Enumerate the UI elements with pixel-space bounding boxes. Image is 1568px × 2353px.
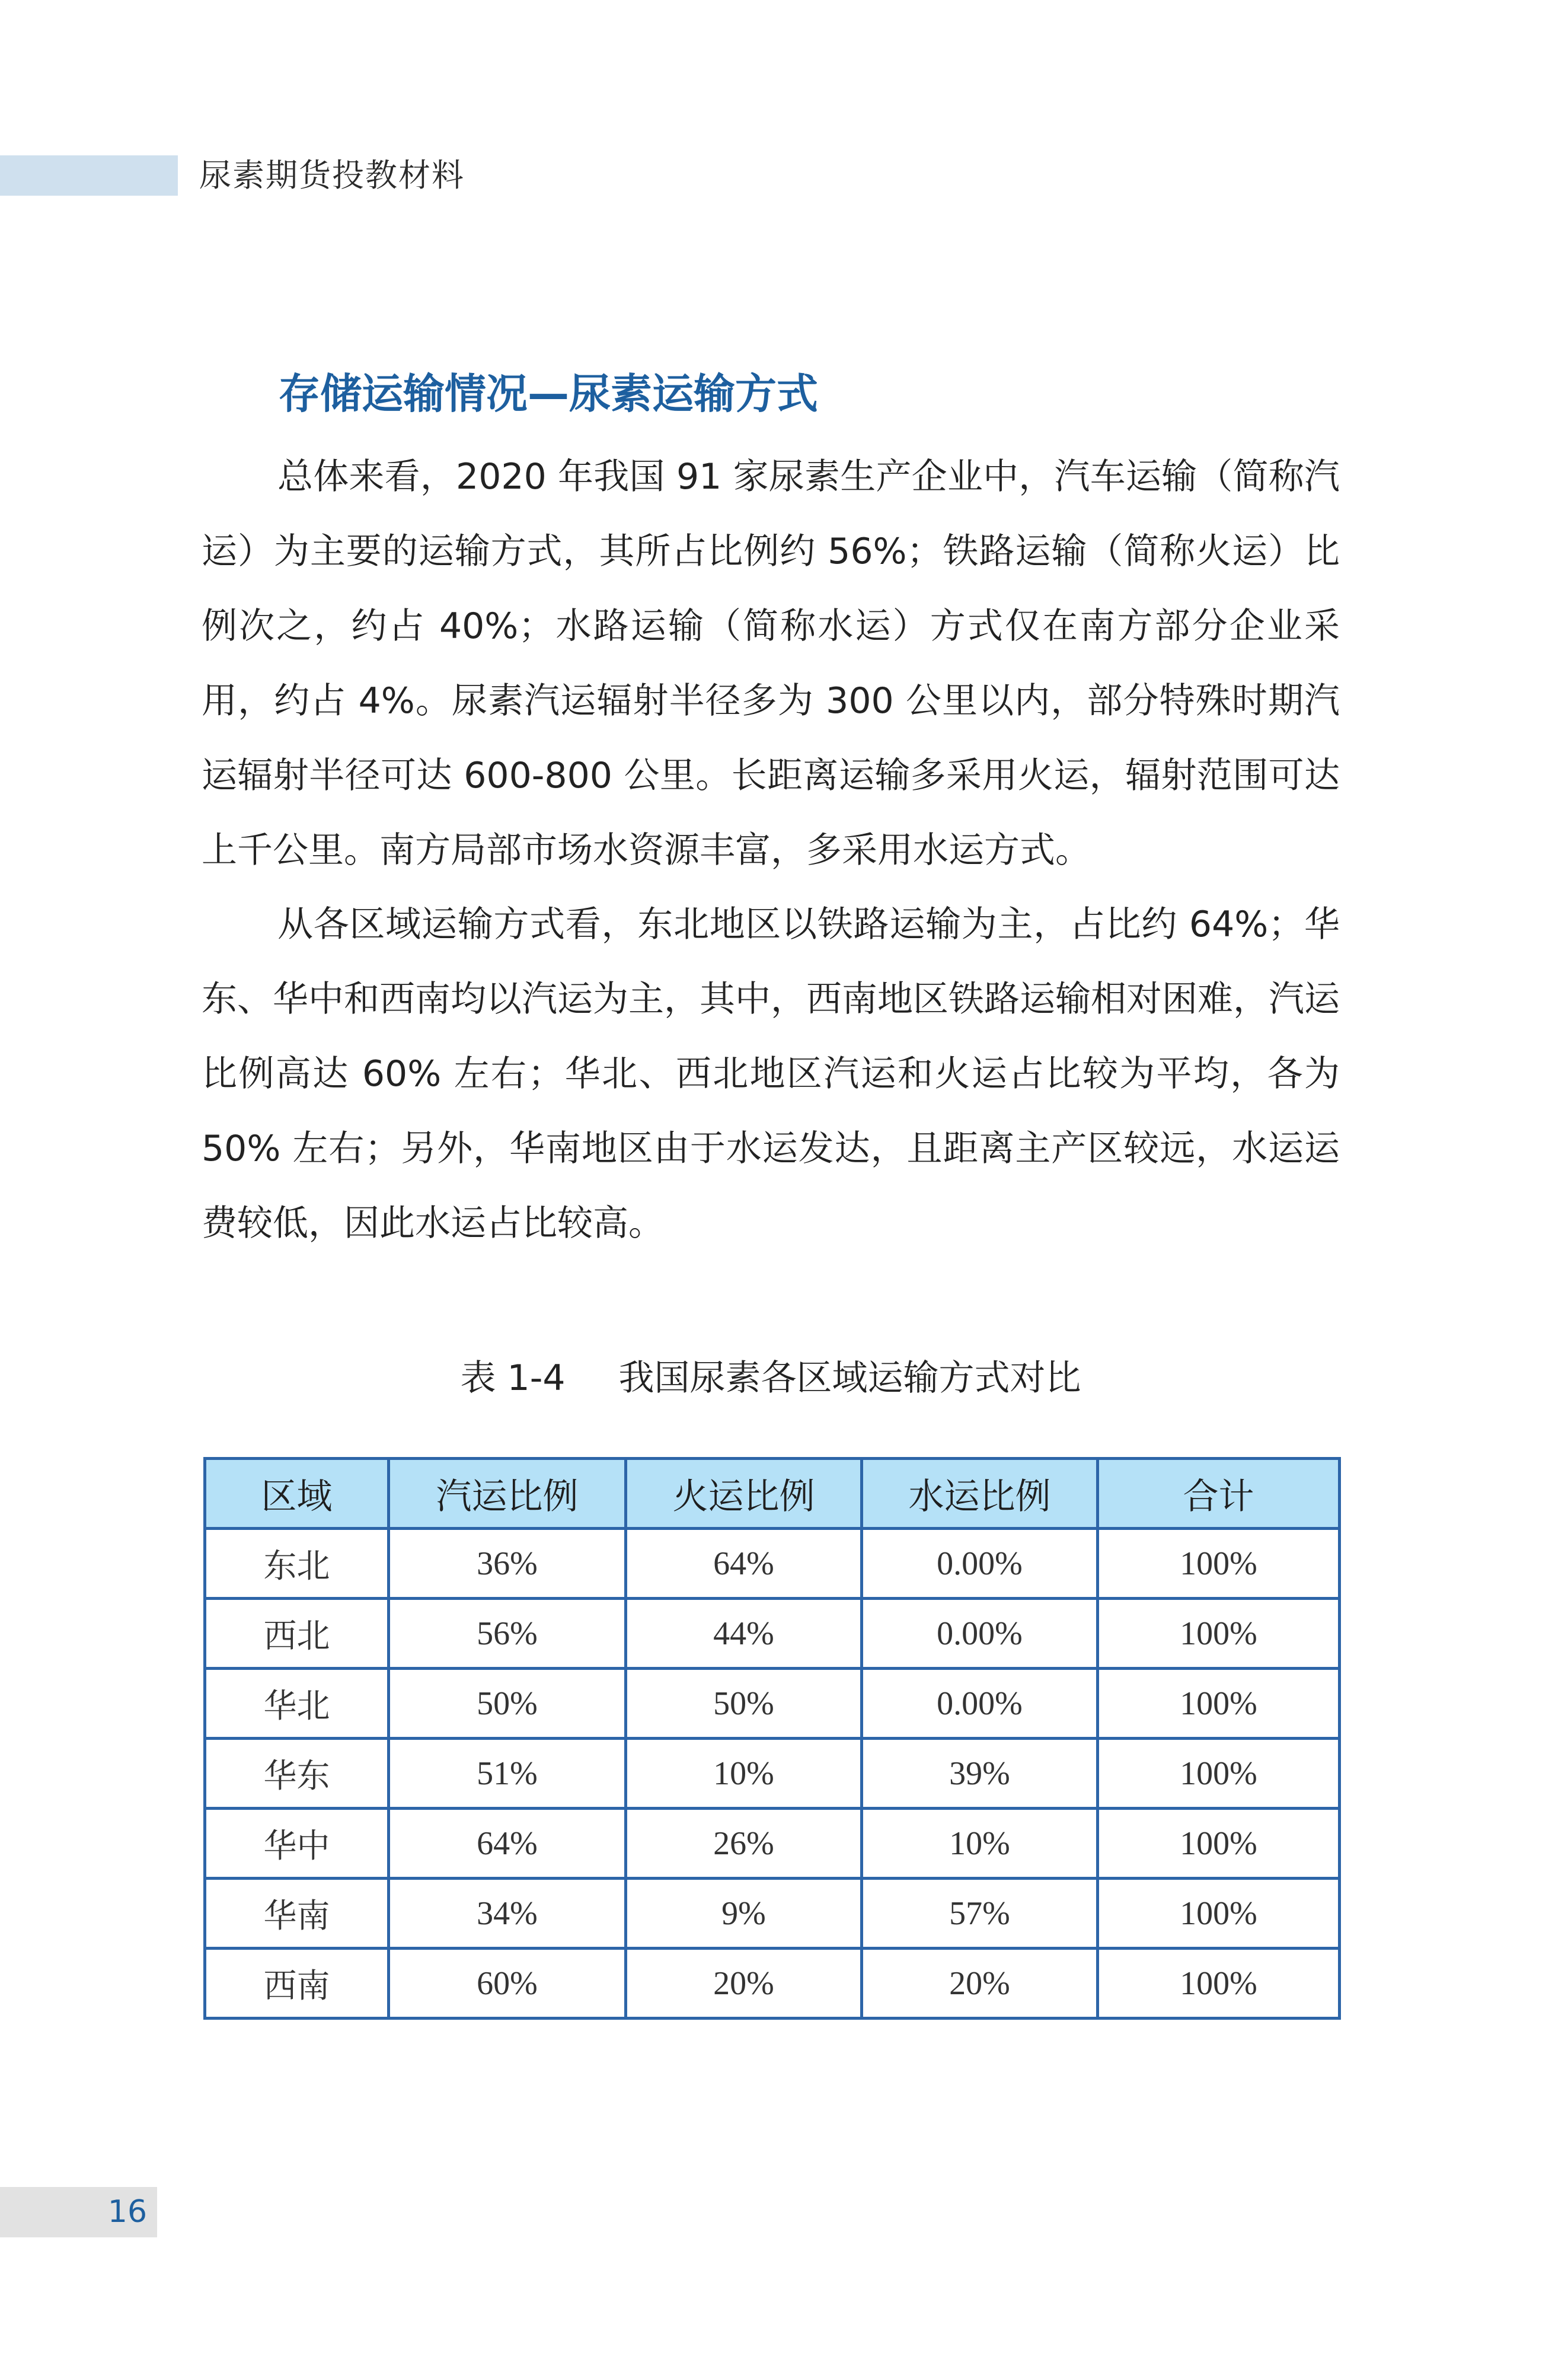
cell-road-share: 51% bbox=[389, 1739, 626, 1809]
cell-rail-share: 44% bbox=[626, 1599, 862, 1669]
cell-road-share: 60% bbox=[389, 1949, 626, 2019]
header-cell-water: 水运比例 bbox=[862, 1459, 1098, 1529]
cell-region: 华东 bbox=[205, 1739, 389, 1809]
cell-road-share: 56% bbox=[389, 1599, 626, 1669]
cell-rail-share: 26% bbox=[626, 1809, 862, 1879]
header-cell-total: 合计 bbox=[1098, 1459, 1340, 1529]
cell-road-share: 34% bbox=[389, 1879, 626, 1949]
cell-total: 100% bbox=[1098, 1669, 1340, 1739]
cell-rail-share: 50% bbox=[626, 1669, 862, 1739]
cell-water-share: 10% bbox=[862, 1809, 1098, 1879]
table-row bbox=[205, 1809, 1340, 1879]
cell-total: 100% bbox=[1098, 1599, 1340, 1669]
header-accent-bar bbox=[0, 155, 178, 196]
cell-region: 东北 bbox=[205, 1529, 389, 1599]
transport-comparison-table bbox=[203, 1457, 1341, 2020]
cell-rail-share: 20% bbox=[626, 1949, 862, 2019]
cell-rail-share: 64% bbox=[626, 1529, 862, 1599]
cell-rail-share: 10% bbox=[626, 1739, 862, 1809]
cell-water-share: 0.00% bbox=[862, 1599, 1098, 1669]
cell-region: 西南 bbox=[205, 1949, 389, 2019]
table-header-row bbox=[205, 1459, 1340, 1529]
cell-region: 华北 bbox=[205, 1669, 389, 1739]
cell-total: 100% bbox=[1098, 1809, 1340, 1879]
table-row bbox=[205, 1599, 1340, 1669]
header-cell-rail: 火运比例 bbox=[626, 1459, 862, 1529]
cell-total: 100% bbox=[1098, 1879, 1340, 1949]
page-number: 16 bbox=[107, 2194, 148, 2230]
cell-road-share: 36% bbox=[389, 1529, 626, 1599]
table-row bbox=[205, 1949, 1340, 2019]
table-row bbox=[205, 1879, 1340, 1949]
header-cell-region: 区域 bbox=[205, 1459, 389, 1529]
cell-region: 华中 bbox=[205, 1809, 389, 1879]
table-row bbox=[205, 1669, 1340, 1739]
cell-water-share: 0.00% bbox=[862, 1669, 1098, 1739]
cell-road-share: 50% bbox=[389, 1669, 626, 1739]
cell-rail-share: 9% bbox=[626, 1879, 862, 1949]
header-cell-road: 汽运比例 bbox=[389, 1459, 626, 1529]
cell-road-share: 64% bbox=[389, 1809, 626, 1879]
table-row bbox=[205, 1739, 1340, 1809]
body-paragraph-1: 总体来看，2020 年我国 91 家尿素生产企业中，汽车运输（简称汽运）为主要的运输方式，其所占比例约 56%；铁路运输（简称火运）比例次之，约占 40%；水路运输（简称水运）方式仅在南方部分企业采用，约占 4%。尿素汽运辐射半径多为 300 公里以内，部分特殊时期汽运辐射半径可达 600-800 公里。长距离运输多采用火运，辐射范围可达上千公里。南方局部市场水资源丰富，多采用水运方式。 bbox=[202, 456, 1340, 871]
cell-total: 100% bbox=[1098, 1739, 1340, 1809]
cell-water-share: 57% bbox=[862, 1879, 1098, 1949]
cell-total: 100% bbox=[1098, 1529, 1340, 1599]
running-header-title: 尿素期货投教材料 bbox=[199, 157, 465, 194]
table-caption-number: 表 1-4 bbox=[460, 1357, 566, 1399]
cell-water-share: 39% bbox=[862, 1739, 1098, 1809]
cell-region: 华南 bbox=[205, 1879, 389, 1949]
cell-region: 西北 bbox=[205, 1599, 389, 1669]
body-paragraph-2: 从各区域运输方式看，东北地区以铁路运输为主，占比约 64%；华东、华中和西南均以汽运为主，其中，西南地区铁路运输相对困难，汽运比例高达 60% 左右；华北、西北地区汽运和火运占比较为平均，各为 50% 左右；另外，华南地区由于水运发达，且距离主产区较远，水运运费较低，因此水运占比较高。 bbox=[202, 904, 1340, 1244]
table-row bbox=[205, 1529, 1340, 1599]
table-caption-title: 我国尿素各区域运输方式对比 bbox=[618, 1357, 1081, 1399]
cell-total: 100% bbox=[1098, 1949, 1340, 2019]
section-title: 存储运输情况—尿素运输方式 bbox=[279, 369, 818, 418]
table-caption bbox=[202, 1350, 1340, 1407]
cell-water-share: 0.00% bbox=[862, 1529, 1098, 1599]
cell-water-share: 20% bbox=[862, 1949, 1098, 2019]
